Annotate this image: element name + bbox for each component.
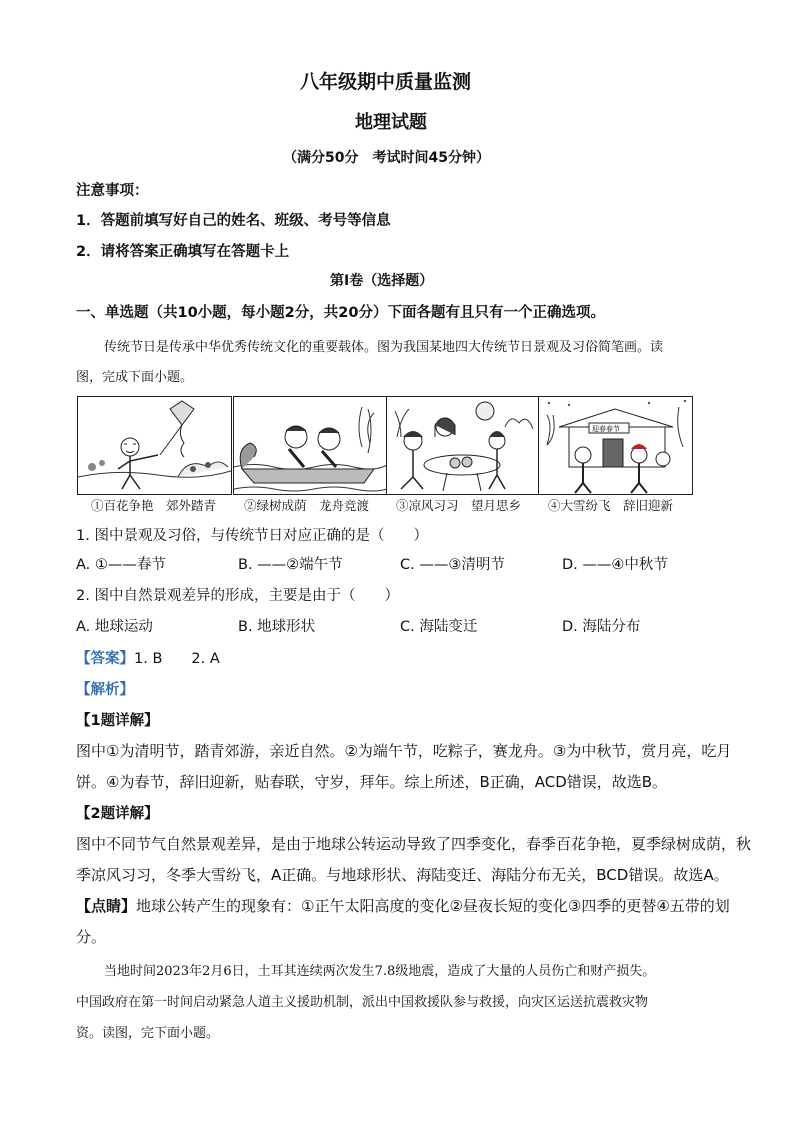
part-heading: 第I卷（选择题） — [330, 273, 434, 289]
summer-scene-illustration — [234, 397, 387, 494]
intro-paragraph-line: 图，完成下面小题。 — [76, 370, 194, 385]
notes-heading: 注意事项： — [76, 183, 149, 199]
detail-2-line: 季凉风习习，冬季大雪纷飞，A正确。与地球形状、海陆变迁、海陆分布无关，BCD错误。故选A。 — [76, 866, 729, 884]
door-sign-text: 迎春春节 — [592, 425, 620, 433]
question-2-option-b[interactable]: B. 地球形状 — [238, 619, 316, 635]
autumn-scene-illustration — [387, 397, 540, 494]
intro-2-line: 中国政府在第一时间启动紧急人道主义援助机制，派出中国救援队参与救援，向灾区运送抗震救灾物 — [76, 995, 649, 1010]
festival-panel-3 — [386, 396, 541, 495]
exam-info: （满分50分 考试时间45分钟） — [283, 150, 490, 166]
figure-caption-3: ③凉风习习 望月思乡 — [396, 498, 522, 513]
figure-caption-1: ①百花争艳 郊外踏青 — [91, 498, 217, 513]
festival-panel-1 — [77, 396, 232, 495]
tip-line: 地球公转产生的现象有：①正午太阳高度的变化②昼夜长短的变化③四季的更替④五带的划 — [136, 897, 730, 915]
detail-2-tag: 【2题详解】 — [76, 806, 159, 822]
exam-subject: 地理试题 — [355, 112, 427, 133]
festival-panel-2 — [233, 396, 388, 495]
intro-2-line: 资。读图，完下面小题。 — [76, 1026, 220, 1041]
question-1-option-a[interactable]: A. ①——春节 — [76, 557, 166, 573]
winter-scene-illustration — [539, 397, 692, 494]
festival-panel-4 — [538, 396, 693, 495]
notes-item-2: 2．请将答案正确填写在答题卡上 — [76, 244, 290, 260]
question-1-option-d[interactable]: D. ——④中秋节 — [562, 557, 668, 573]
question-2-option-d[interactable]: D. 海陆分布 — [562, 619, 641, 635]
notes-item-1: 1．答题前填写好自己的姓名、班级、考号等信息 — [76, 213, 391, 229]
question-2-option-c[interactable]: C. 海陆变迁 — [400, 619, 478, 635]
answer-tag: 【答案】 — [76, 651, 134, 667]
question-1-stem: 1. 图中景观及习俗，与传统节日对应正确的是（ ） — [76, 528, 428, 544]
detail-1-line: 图中①为清明节，踏青郊游，亲近自然。②为端午节，吃粽子，赛龙舟。③为中秋节，赏月亮，吃月 — [76, 742, 732, 760]
question-1-option-c[interactable]: C. ——③清明节 — [400, 557, 505, 573]
figure-caption-2: ②绿树成荫 龙舟竞渡 — [244, 498, 370, 513]
analysis-tag: 【解析】 — [76, 682, 134, 698]
detail-1-line: 饼。④为春节，辞旧迎新，贴春联，守岁，拜年。综上所述，B正确，ACD错误，故选B。 — [76, 773, 668, 791]
question-2-stem: 2. 图中自然景观差异的形成，主要是由于（ ） — [76, 588, 399, 604]
question-1-option-b[interactable]: B. ——②端午节 — [238, 557, 343, 573]
section-heading: 一、单选题（共10小题，每小题2分，共20分）下面各题有且只有一个正确选项。 — [76, 305, 605, 321]
intro-2-line: 当地时间2023年2月6日，土耳其连续两次发生7.8级地震，造成了大量的人员伤亡和财产损失。 — [104, 964, 656, 979]
tip-line: 分。 — [76, 928, 107, 946]
exam-title: 八年级期中质量监测 — [300, 71, 472, 93]
spring-scene-illustration — [78, 397, 231, 494]
figure-caption-4: ④大雪纷飞 辞旧迎新 — [548, 498, 674, 513]
tip-tag: 【点睛】 — [76, 897, 137, 915]
detail-1-tag: 【1题详解】 — [76, 713, 159, 729]
question-2-option-a[interactable]: A. 地球运动 — [76, 619, 153, 635]
detail-2-line: 图中不同节气自然景观差异，是由于地球公转运动导致了四季变化，春季百花争艳，夏季绿树成荫，秋 — [76, 835, 752, 853]
answer-text: 1. B 2. A — [134, 651, 220, 667]
intro-paragraph-line: 传统节日是传承中华优秀传统文化的重要载体。图为我国某地四大传统节日景观及习俗简笔画。读 — [104, 340, 664, 355]
